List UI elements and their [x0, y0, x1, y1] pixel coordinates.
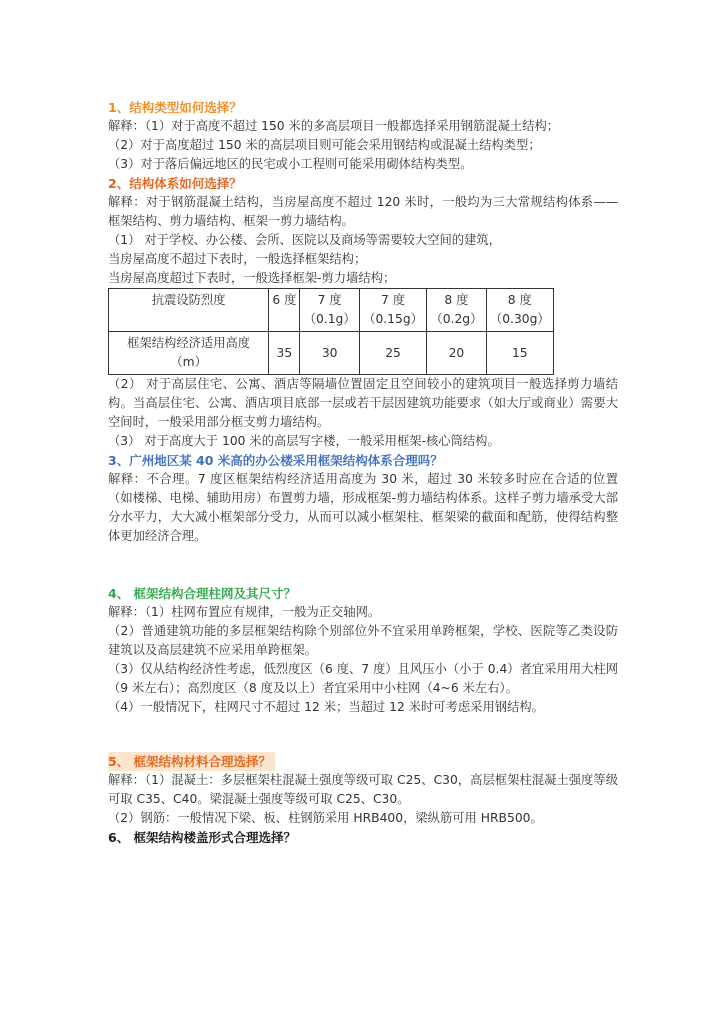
paragraph: 解释：（1）柱网布置应有规律，一般为正交轴网。	[108, 605, 381, 619]
heading-structure-system: 2、结构体系如何选择？	[108, 176, 242, 191]
table-cell: 15	[486, 332, 553, 375]
paragraph: （4）一般情况下，柱网尺寸不超过 12 米；当超过 12 米时可考虑采用钢结构。	[108, 700, 544, 714]
table-cell: 抗震设防烈度	[109, 289, 269, 332]
paragraph: （2）对于高度超过 150 米的高层项目则可能会采用钢结构或混凝土结构类型；	[108, 138, 541, 152]
table-cell: 8 度（0.2g）	[427, 289, 486, 332]
table-row	[109, 332, 554, 375]
table-cell: 30	[300, 332, 359, 375]
paragraph: （3） 对于高度大于 100 米的高层写字楼，一般采用框架-核心筒结构。	[108, 434, 500, 448]
paragraph: 解释：（1）混凝土：多层框架柱混凝土强度等级可取 C25、C30，高层框架柱混凝土强度等级可取 C35、C40。梁混凝土强度等级可取 C25、C30。	[108, 773, 618, 806]
heading-structure-type: 1、结构类型如何选择？	[108, 100, 242, 115]
heading-guangzhou-question: 3、广州地区某 40 米高的办公楼采用框架结构体系合理吗？	[108, 453, 443, 468]
heading-column-grid: 4、 框架结构合理柱网及其尺寸？	[108, 586, 297, 601]
table-cell: 25	[359, 332, 426, 375]
seismic-height-table	[108, 288, 554, 375]
paragraph: （1） 对于学校、办公楼、会所、医院以及商场等需要较大空间的建筑，	[108, 233, 501, 247]
paragraph: （2） 对于高层住宅、公寓、酒店等隔墙位置固定且空间较小的建筑项目一般选择剪力墙结构。当高层住宅、公寓、酒店项目底部一层或若干层因建筑功能要求（如大厅或商业）需要大空间时，一般采用部分框支剪力墙结构。	[108, 377, 618, 429]
paragraph: 当房屋高度不超过下表时，一般选择框架结构；	[108, 252, 367, 266]
paragraph: （2）钢筋：一般情况下梁、板、柱钢筋采用 HRB400，梁纵筋可用 HRB500。	[108, 811, 543, 825]
paragraph: 解释：不合理。7 度区框架结构经济适用高度为 30 米，超过 30 米较多时应在合适的位置（如楼梯、电梯、辅助用房）布置剪力墙，形成框架-剪力墙结构体系。这样子剪力墙承受大部分水平力，大大减小框架部分受力，从而可以减小框架柱、框架梁的截面和配筋，使得结构整体更加经济合理。	[108, 472, 618, 543]
document-page	[108, 98, 618, 847]
table-header-row	[109, 289, 554, 332]
table-cell: 20	[427, 332, 486, 375]
paragraph: （3）仅从结构经济性考虑，低烈度区（6 度、7 度）且风压小（小于 0.4）者宜采用用大柱网（9 米左右）；高烈度区（8 度及以上）者宜采用中小柱网（4~6 米左右）。	[108, 662, 618, 695]
table-cell: 框架结构经济适用高度（m）	[109, 332, 269, 375]
heading-materials: 5、 框架结构材料合理选择？	[108, 752, 275, 771]
paragraph: 解释：对于钢筋混凝土结构，当房屋高度不超过 120 米时，一般均为三大常规结构体系——框架结构、剪力墙结构、框架一剪力墙结构。	[108, 195, 618, 228]
table-cell: 7 度（0.15g）	[359, 289, 426, 332]
table-cell: 7 度（0.1g）	[300, 289, 359, 332]
table-cell: 8 度（0.30g）	[486, 289, 553, 332]
table-cell: 6 度	[269, 289, 300, 332]
heading-floor-system: 6、 框架结构楼盖形式合理选择？	[108, 830, 297, 845]
paragraph: （3）对于落后偏远地区的民宅或小工程则可能采用砌体结构类型。	[108, 157, 473, 171]
table-cell: 35	[269, 332, 300, 375]
paragraph: 解释：（1）对于高度不超过 150 米的多高层项目一般都选择采用钢筋混凝土结构；	[108, 119, 560, 133]
paragraph: （2）普通建筑功能的多层框架结构除个别部位外不宜采用单跨框架，学校、医院等乙类设防建筑以及高层建筑不应采用单跨框架。	[108, 624, 618, 657]
paragraph: 当房屋高度超过下表时，一般选择框架-剪力墙结构；	[108, 271, 396, 285]
